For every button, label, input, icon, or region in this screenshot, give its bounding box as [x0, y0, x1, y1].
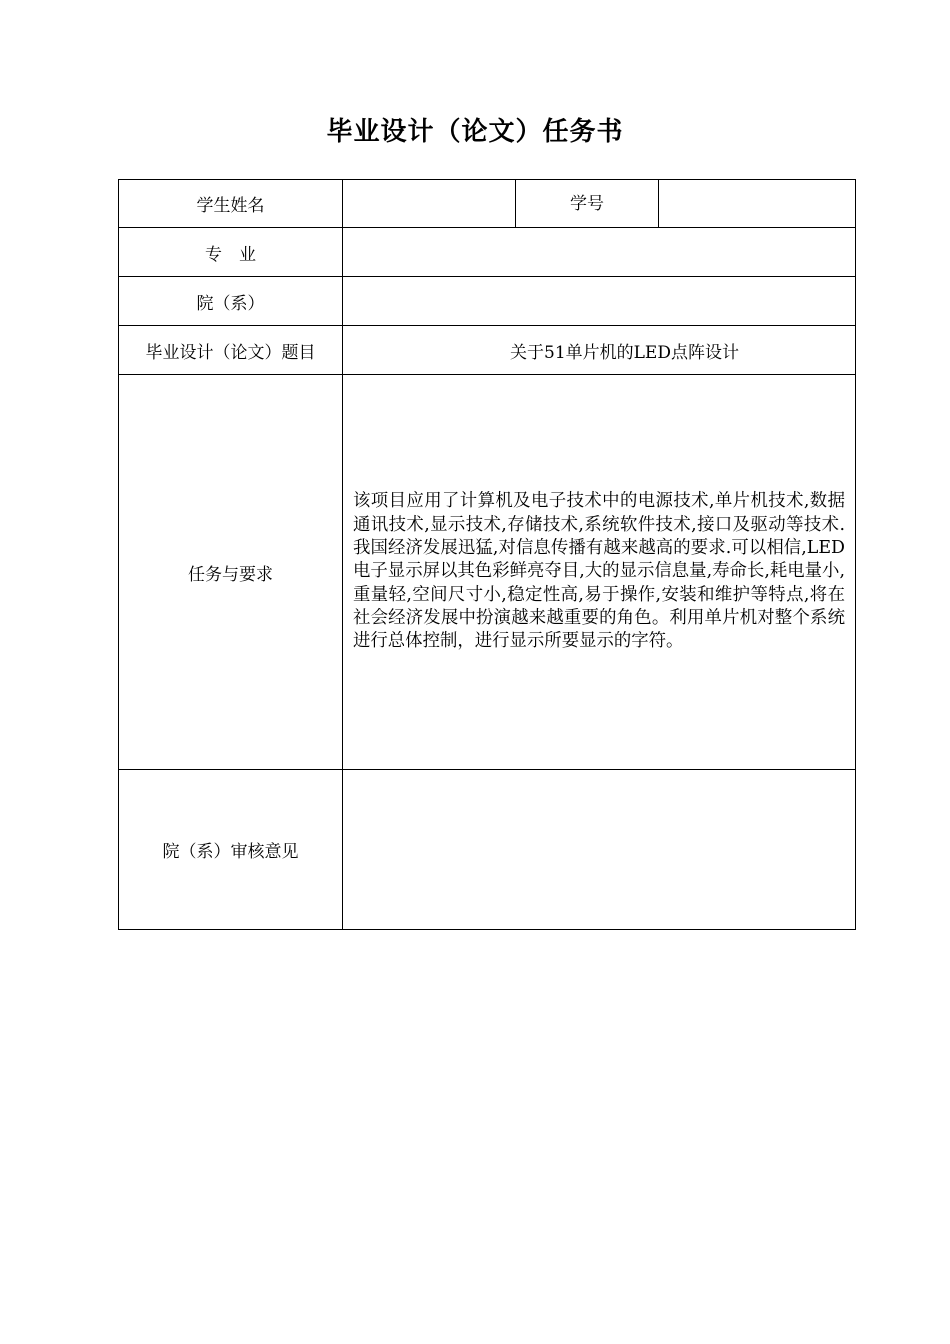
- student-id-label-cell: [516, 180, 659, 228]
- page-title: 毕业设计（论文）任务书: [326, 117, 624, 147]
- row-review: [119, 770, 856, 930]
- row-student-info: [119, 180, 856, 228]
- department-field[interactable]: [343, 277, 856, 326]
- task-text: 该项目应用了计算机及电子技术中的电源技术,单片机技术,数据通讯技术,显示技术,存储技术,系统软件技术,接口及驱动等技术.我国经济发展迅猛,对信息传播有越来越高的要求.可以相信,LED电子显示屏以其色彩鲜亮夺目,大的显示信息量,寿命长,耗电量小,重量轻,空间尺寸小,稳定性高,易于操作,安装和维护等特点,将在社会经济发展中扮演越来越重要的角色。利用单片机对整个系统进行总体控制，进行显示所要显示的字符。: [353, 491, 845, 652]
- student-name-field[interactable]: [343, 180, 516, 228]
- task-cell: [343, 375, 856, 770]
- topic-cell: [343, 326, 856, 375]
- student-id-field[interactable]: [659, 180, 856, 228]
- task-label: 任务与要求: [119, 375, 343, 770]
- student-id-label: 学号: [570, 194, 604, 214]
- major-label: 专 业: [119, 228, 343, 277]
- topic-label: 毕业设计（论文）题目: [119, 326, 343, 375]
- row-topic: [119, 326, 856, 375]
- review-label: 院（系）审核意见: [119, 770, 343, 930]
- major-field[interactable]: [343, 228, 856, 277]
- topic-value: 关于51单片机的LED点阵设计: [510, 342, 739, 363]
- row-task: [119, 375, 856, 770]
- department-label: 院（系）: [119, 277, 343, 326]
- row-department: [119, 277, 856, 326]
- student-name-label: 学生姓名: [119, 180, 343, 228]
- review-field[interactable]: [343, 770, 856, 930]
- task-form-table: [118, 179, 856, 930]
- row-major: [119, 228, 856, 277]
